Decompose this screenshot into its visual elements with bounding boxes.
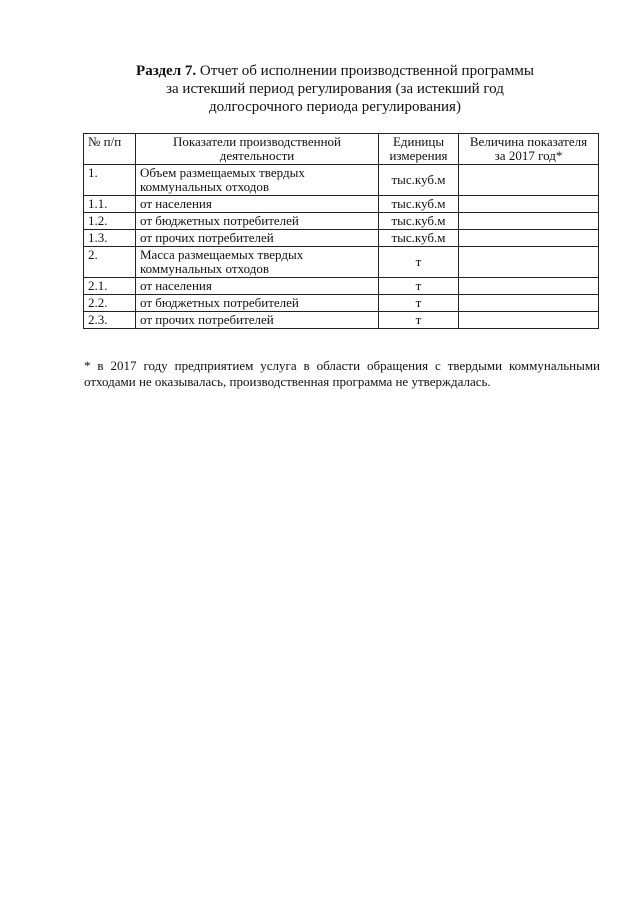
row-value xyxy=(459,230,599,247)
table-row xyxy=(84,165,599,196)
row-number: 2.3. xyxy=(84,312,136,329)
table-row xyxy=(84,247,599,278)
header-indicator: Показатели производственной деятельности xyxy=(136,134,379,165)
table-row xyxy=(84,196,599,213)
row-indicator: Масса размещаемых твердых коммунальных отходов xyxy=(136,247,379,278)
row-number: 1.2. xyxy=(84,213,136,230)
row-indicator: от прочих потребителей xyxy=(136,230,379,247)
heading-title: Отчет об исполнении производственной программы xyxy=(196,63,534,79)
row-value xyxy=(459,247,599,278)
row-value xyxy=(459,312,599,329)
row-number: 1.3. xyxy=(84,230,136,247)
section-label: Раздел 7. xyxy=(136,63,197,79)
table-row xyxy=(84,295,599,312)
row-unit: тыс.куб.м xyxy=(379,230,459,247)
row-number: 2. xyxy=(84,247,136,278)
row-number: 1. xyxy=(84,165,136,196)
row-indicator: от бюджетных потребителей xyxy=(136,295,379,312)
heading-line-3: долгосрочного периода регулирования) xyxy=(209,99,461,115)
row-unit: т xyxy=(379,247,459,278)
footnote: * в 2017 году предприятием услуга в области обращения с твердыми коммунальными отходами не оказывалась, производственная программа не утверждалась. xyxy=(84,358,600,389)
row-unit: тыс.куб.м xyxy=(379,213,459,230)
header-unit: Единицы измерения xyxy=(379,134,459,165)
row-number: 2.2. xyxy=(84,295,136,312)
row-unit: т xyxy=(379,278,459,295)
section-heading xyxy=(100,62,570,116)
row-unit: тыс.куб.м xyxy=(379,165,459,196)
row-unit: тыс.куб.м xyxy=(379,196,459,213)
row-unit: т xyxy=(379,295,459,312)
row-number: 2.1. xyxy=(84,278,136,295)
table-row xyxy=(84,230,599,247)
row-number: 1.1. xyxy=(84,196,136,213)
row-indicator: от бюджетных потребителей xyxy=(136,213,379,230)
row-indicator: от населения xyxy=(136,196,379,213)
table-row xyxy=(84,312,599,329)
row-indicator: от населения xyxy=(136,278,379,295)
row-value xyxy=(459,165,599,196)
row-value xyxy=(459,295,599,312)
heading-line-2: за истекший период регулирования (за истекший год xyxy=(166,81,504,97)
header-number: № п/п xyxy=(84,134,136,165)
heading-line-1 xyxy=(100,62,570,80)
row-unit: т xyxy=(379,312,459,329)
table-row xyxy=(84,213,599,230)
row-value xyxy=(459,213,599,230)
row-value xyxy=(459,278,599,295)
row-value xyxy=(459,196,599,213)
header-value: Величина показателя за 2017 год* xyxy=(459,134,599,165)
row-indicator: Объем размещаемых твердых коммунальных отходов xyxy=(136,165,379,196)
table-row xyxy=(84,278,599,295)
production-report-table xyxy=(83,133,599,329)
row-indicator: от прочих потребителей xyxy=(136,312,379,329)
table-header-row xyxy=(84,134,599,165)
